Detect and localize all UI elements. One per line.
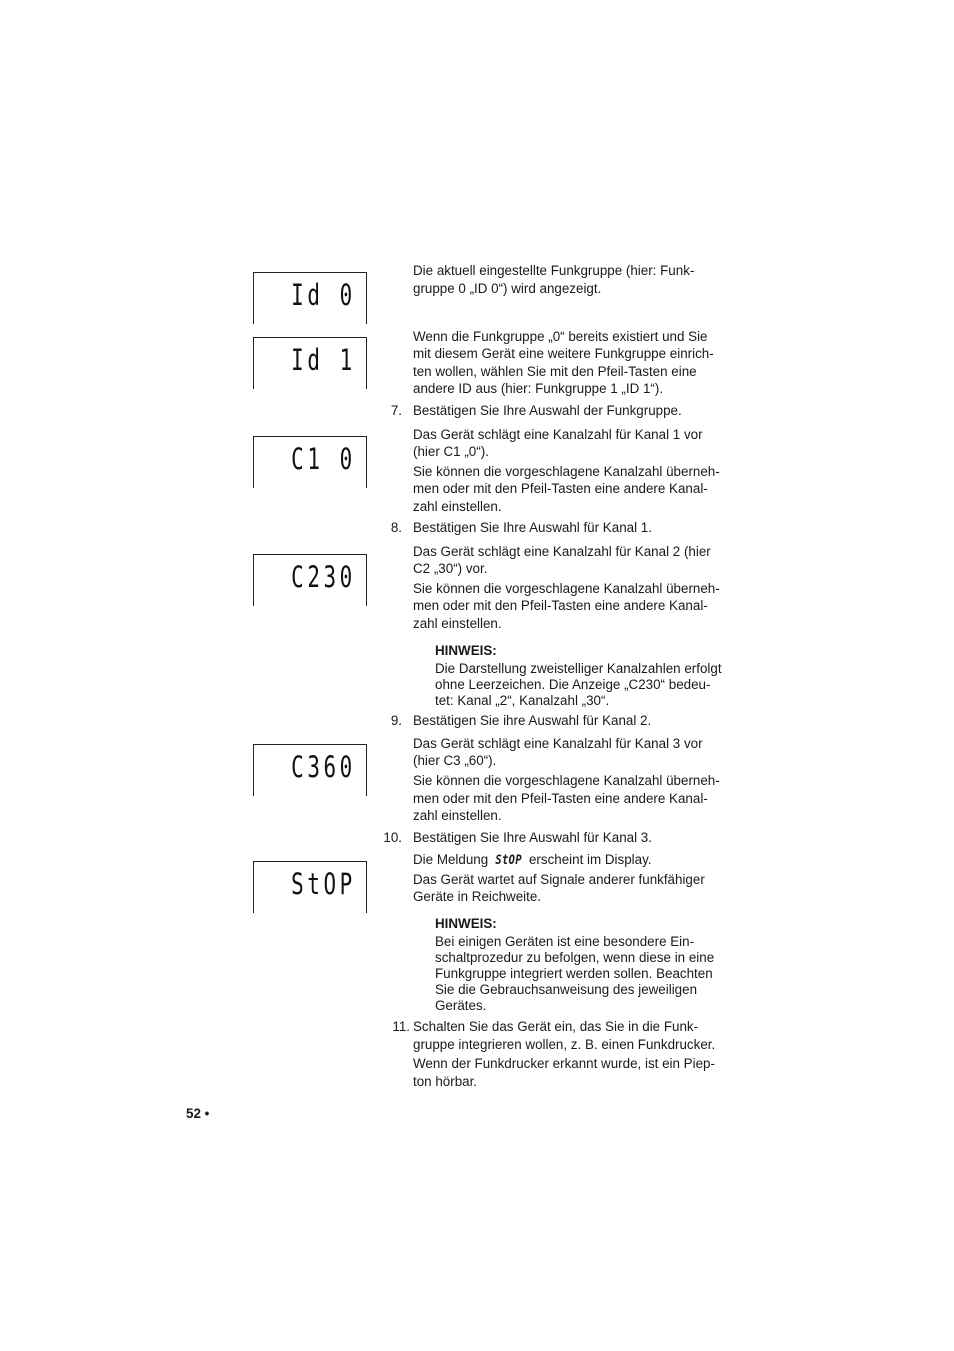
text-line: Sie können die vorgeschlagene Kanalzahl überneh- [413,581,720,596]
text-line: men oder mit den Pfeil-Tasten eine andere Kanal- [413,791,708,806]
lcd-display-stop [253,861,367,913]
note-line: Die Darstellung zweistelliger Kanalzahlen erfolgt [435,661,722,676]
step-text: Bestätigen Sie Ihre Auswahl für Kanal 1. [413,520,652,535]
step-number: 7. [390,403,402,418]
text-line: men oder mit den Pfeil-Tasten eine andere Kanal- [413,598,708,613]
stop-message-before: Die Meldung [413,852,489,867]
lcd-display-c2 [253,554,367,606]
lcd-readout: Id 1 [291,343,356,377]
text-line: C2 „30“) vor. [413,561,488,576]
lcd-readout: StOP [291,867,356,901]
step-number: 9. [390,713,402,728]
step-number: 8. [390,520,402,535]
text-line: Das Gerät schlägt eine Kanalzahl für Kanal 2 (hier [413,544,711,559]
note-line: Sie die Gebrauchsanweisung des jeweiligen [435,982,698,997]
note-line: tet: Kanal „2“, Kanalzahl „30“. [435,693,610,708]
stop-display-code: StOP [495,853,522,868]
lcd-display-c1 [253,436,367,488]
note-line: schaltprozedur zu befolgen, wenn diese in eine [435,950,715,965]
text-line: Wenn der Funkdrucker erkannt wurde, ist ein Piep- [413,1056,715,1071]
step-number: 11. [392,1019,410,1034]
note-title: HINWEIS: [435,916,497,931]
text-line: Geräte in Reichweite. [413,889,542,904]
page-number: 52 • [186,1106,210,1121]
step-text: Bestätigen Sie Ihre Auswahl für Kanal 3. [413,830,652,845]
text-line: (hier C3 „60“). [413,753,497,768]
text-line: zahl einstellen. [413,616,502,631]
step-number: 10. [383,830,402,845]
step-text: Bestätigen Sie Ihre Auswahl der Funkgruppe. [413,403,682,418]
note-line: Funkgruppe integriert werden sollen. Beachten [435,966,713,981]
text-line: Wenn die Funkgruppe „0“ bereits existiert und Sie [413,329,708,344]
stop-message-after: erscheint im Display. [528,852,652,867]
text-line: gruppe 0 „ID 0“) wird angezeigt. [413,281,602,296]
note-title: HINWEIS: [435,643,497,658]
text-line: mit diesem Gerät eine weitere Funkgruppe einrich- [413,346,714,361]
note-line: Bei einigen Geräten ist eine besondere Ein- [435,934,695,949]
text-line: Sie können die vorgeschlagene Kanalzahl überneh- [413,773,720,788]
lcd-display-id1 [253,337,367,389]
step-text: Bestätigen Sie ihre Auswahl für Kanal 2. [413,713,652,728]
lcd-readout: C230 [291,560,356,594]
lcd-readout: C360 [291,750,356,784]
text-line: ton hörbar. [413,1074,478,1089]
note-line: ohne Leerzeichen. Die Anzeige „C230“ bedeu- [435,677,711,692]
lcd-readout: C1 0 [291,442,356,476]
lcd-display-id0 [253,272,367,324]
text-line: men oder mit den Pfeil-Tasten eine andere Kanal- [413,481,708,496]
text-line: Das Gerät schlägt eine Kanalzahl für Kanal 1 vor [413,427,703,442]
text-line [413,851,652,870]
text-line: (hier C1 „0“). [413,444,489,459]
text-line: Die aktuell eingestellte Funkgruppe (hier: Funk- [413,263,695,278]
text-line: Sie können die vorgeschlagene Kanalzahl überneh- [413,464,720,479]
text-line: andere ID aus (hier: Funkgruppe 1 „ID 1“). [413,381,664,396]
note-line: Gerätes. [435,998,487,1013]
lcd-readout: Id 0 [291,278,356,312]
step-text: Schalten Sie das Gerät ein, das Sie in die Funk- [413,1019,699,1034]
text-line: ten wollen, wählen Sie mit den Pfeil-Tasten eine [413,364,697,379]
text-line: zahl einstellen. [413,499,502,514]
text-line: Das Gerät wartet auf Signale anderer funkfähiger [413,872,705,887]
step-text: gruppe integrieren wollen, z. B. einen Funkdrucker. [413,1037,716,1052]
lcd-display-c3 [253,744,367,796]
text-line: Das Gerät schlägt eine Kanalzahl für Kanal 3 vor [413,736,703,751]
text-line: zahl einstellen. [413,808,502,823]
